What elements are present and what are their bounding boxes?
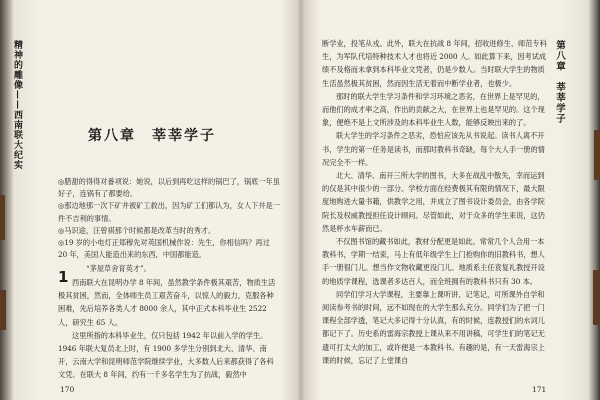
page-number: 170: [60, 385, 75, 394]
epigraph-line: ◎19 岁的小电灯正郑穆先对英国机械作说：先生，你相信吗？再过 20 年，美国人能造出来的东西，中国都能造。: [58, 238, 270, 260]
paragraph: 联大学生的学习条件之恶劣，恐怕应该先从书说起。读书人离不开书，学生的第一任务是读书，而那时教科书奇缺，每个大人手一册的情况完全不一样。: [322, 131, 545, 167]
epigraph-line: ◎那边地那一次下矿井被矿工救出，因为矿工们都认为，女人下井是一件不吉利的事情。: [58, 201, 280, 223]
paragraph: 北大、清华、南开三所大学的图书，大多在战乱中散失，幸而运到的仅是其中很少的一部分。学校方面在经费极其有限的情况下，最大限度地购进大量书籍，供教学之用，并成立了图书设计委员会，由各学院院长及权威教授担任设计顾问。尽管如此，对于众多的学生来说，这仍然是杯水车薪而已。: [322, 171, 545, 233]
page-number: 171: [532, 385, 547, 394]
epigraph: [58, 176, 280, 261]
body-text: [322, 37, 548, 367]
paragraph: 断学业，投笔从戎。此外，联大在抗战 8 年间，招收进修生、师范专科生，为军队代培特种技术人才也将近 2000 人。如此算下来，因考试成绩不及格而未拿到本科毕业文凭者，仍是少数人。当时联大学生的物质生活虽然极其贫困，然而因生活无着而中断学业者，也极少。: [322, 39, 547, 88]
running-head: 第八章 莘莘学子: [554, 40, 565, 124]
paragraph: 这里所指的本科毕业生，仅只包括 1942 年以前入学的学生。1946 年联大复员北上时，有 1900 多学生分别到北大、清华、南开，云南大学和昆明师范学院继续学业，大多数人后来都获得了各科文凭。在联大 8 年间，约有一千多名学生为了抗战，毅然中: [58, 330, 274, 380]
chapter-title: 第八章 莘莘学子: [88, 128, 216, 144]
epigraph-line: ◎腊甜的得得对番项说：她说，以后到再吃这样的锅巴了，锅底一年虽好子，连锅有了都要给。: [58, 177, 280, 199]
running-head: 精神的雕像——西南联大纪实: [12, 40, 22, 170]
paragraph: 同学们学习大学课程，主要靠上课听讲、记笔记，可所课外自学和阅读参考书的时间，远不如现在的大学生那么充分。同学们为了把一门课程全部学透，笔记大多记得十分认真，有的时候，连教授们的水词儿都记下了。历史系的雷海宗教授上课从来不用讲稿，可学生们的笔记无遗可打太大的加工，或许便是一本教科书。有趣的是，有一天雷海宗上课的时候，忘记了上堂课自: [322, 289, 545, 365]
paragraph: 那时的联大学生学习条件和学习环境之恶劣，在世界上是罕见的，而他们的成才率之高，作出的贡献之大，在世界上也是罕见的。这个现象，便绝不是上文所涉及的本科毕业生人数，能够反映出来的了。: [322, 91, 545, 128]
paragraph: 不仅图书馆的藏书如此，教材分配更是如此。常常几个人合用一本教科书，学期一结束，马上有低年级学生上门抢购你的旧教科书，想人手一册很门儿。想当作文物收藏更没门儿。地质系主任袁复礼教授开设的地质学课程，选课者多达百人，而全班拥有的教科书只有 30 本。: [322, 237, 545, 286]
section-heading: “茅屋草舍育英才”。: [86, 264, 151, 273]
section-number: 1: [58, 268, 69, 286]
right-page: [300, 0, 600, 400]
epigraph-line: ◎马识途，汪曾祺那个时候都是改革当时的秀才。: [58, 225, 216, 235]
body-text: [58, 276, 280, 382]
paragraph: 西南联大在昆明办学 8 年间，虽然教学条件极其艰苦，物质生活极其贫困，然而，全体师生员工艰苦奋斗，以惊人的毅力，克服各种困难，先后培养各类人才 8000 余人，其中正式本科毕业生 2522 人，研究生 65 人。: [58, 278, 276, 327]
